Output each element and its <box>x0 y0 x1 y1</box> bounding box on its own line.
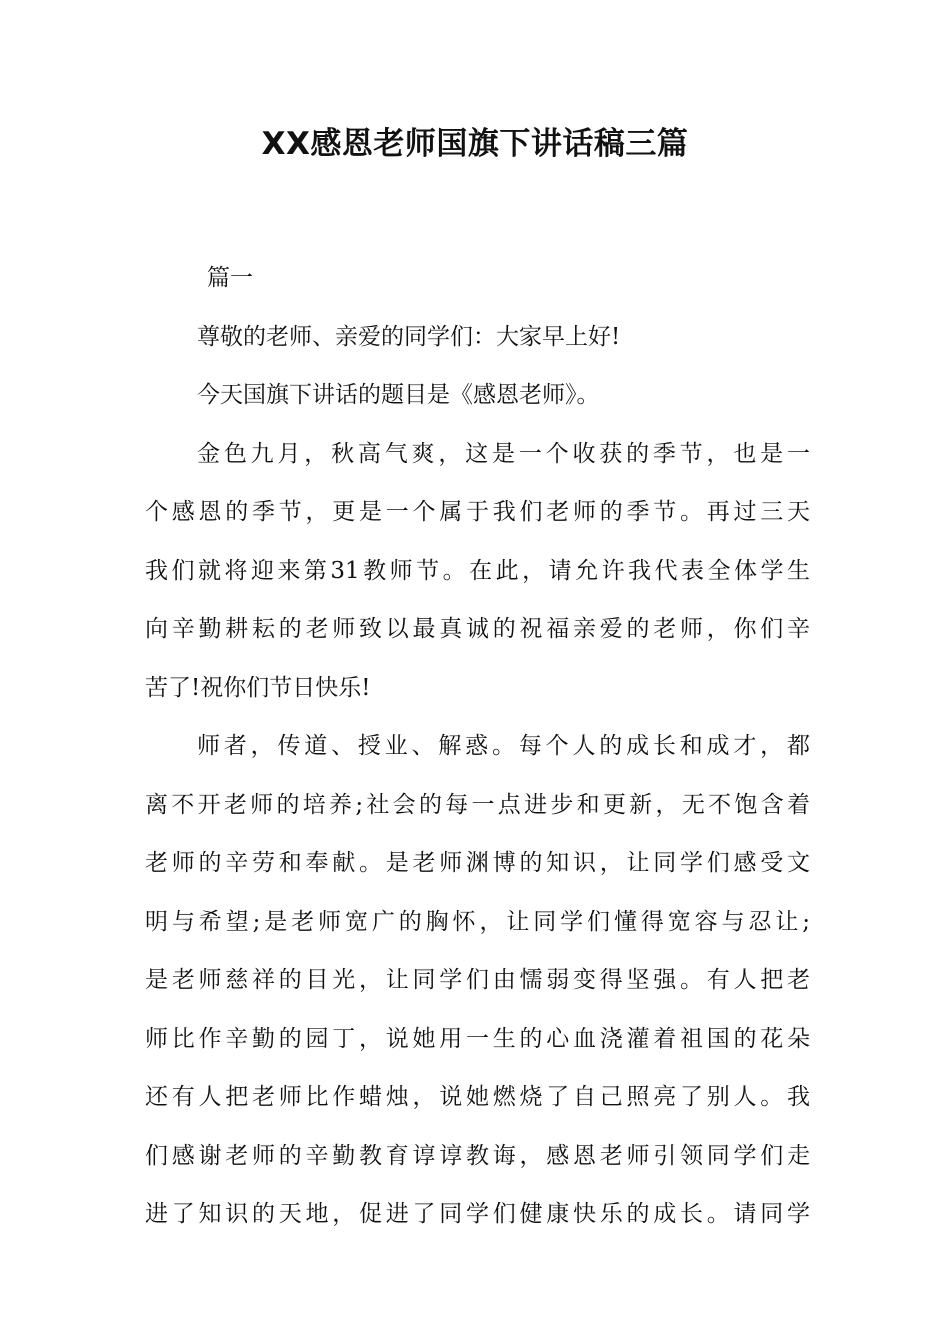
paragraph-line: 离不开老师的培养;社会的每一点进步和更新，无不饱含着 <box>145 791 810 818</box>
paragraph-line: 们感谢老师的辛勤教育谆谆教诲，感恩老师引领同学们走 <box>145 1142 810 1169</box>
document-body <box>145 249 810 1244</box>
section-label: 篇一 <box>207 265 253 291</box>
paragraph-line: 老师的辛劳和奉献。是老师渊博的知识，让同学们感受文 <box>145 850 810 876</box>
topic-line: 今天国旗下讲话的题目是《感恩老师》。 <box>197 382 600 408</box>
paragraph-line: 金色九月，秋高气爽，这是一个收获的季节，也是一 <box>197 440 810 467</box>
paragraph-line: 进了知识的天地，促进了同学们健康快乐的成长。请同学 <box>145 1201 810 1227</box>
paragraph-line: 师比作辛勤的园丁，说她用一生的心血浇灌着祖国的花朵 <box>145 1025 810 1052</box>
paragraph-line: 还有人把老师比作蜡烛，说她燃烧了自己照亮了别人。我 <box>145 1084 810 1110</box>
paragraph-line: 是老师慈祥的目光，让同学们由懦弱变得坚强。有人把老 <box>145 967 810 993</box>
document-title: XX感恩老师国旗下讲话稿三篇 <box>261 126 689 162</box>
paragraph-line: 个感恩的季节，更是一个属于我们老师的季节。再过三天 <box>145 499 810 525</box>
paragraph-line: 苦了!祝你们节日快乐! <box>145 674 371 701</box>
paragraph-line: 向辛勤耕耘的老师致以最真诚的祝福亲爱的老师，你们辛 <box>145 616 810 642</box>
paragraph-line: 师者，传道、授业、解惑。每个人的成长和成才，都 <box>197 733 810 759</box>
paragraph-line: 我们就将迎来第31教师节。在此，请允许我代表全体学生 <box>145 557 810 584</box>
paragraph-line: 明与希望;是老师宽广的胸怀，让同学们懂得宽容与忍让; <box>145 908 810 935</box>
greeting-line: 尊敬的老师、亲爱的同学们：大家早上好! <box>197 323 621 350</box>
